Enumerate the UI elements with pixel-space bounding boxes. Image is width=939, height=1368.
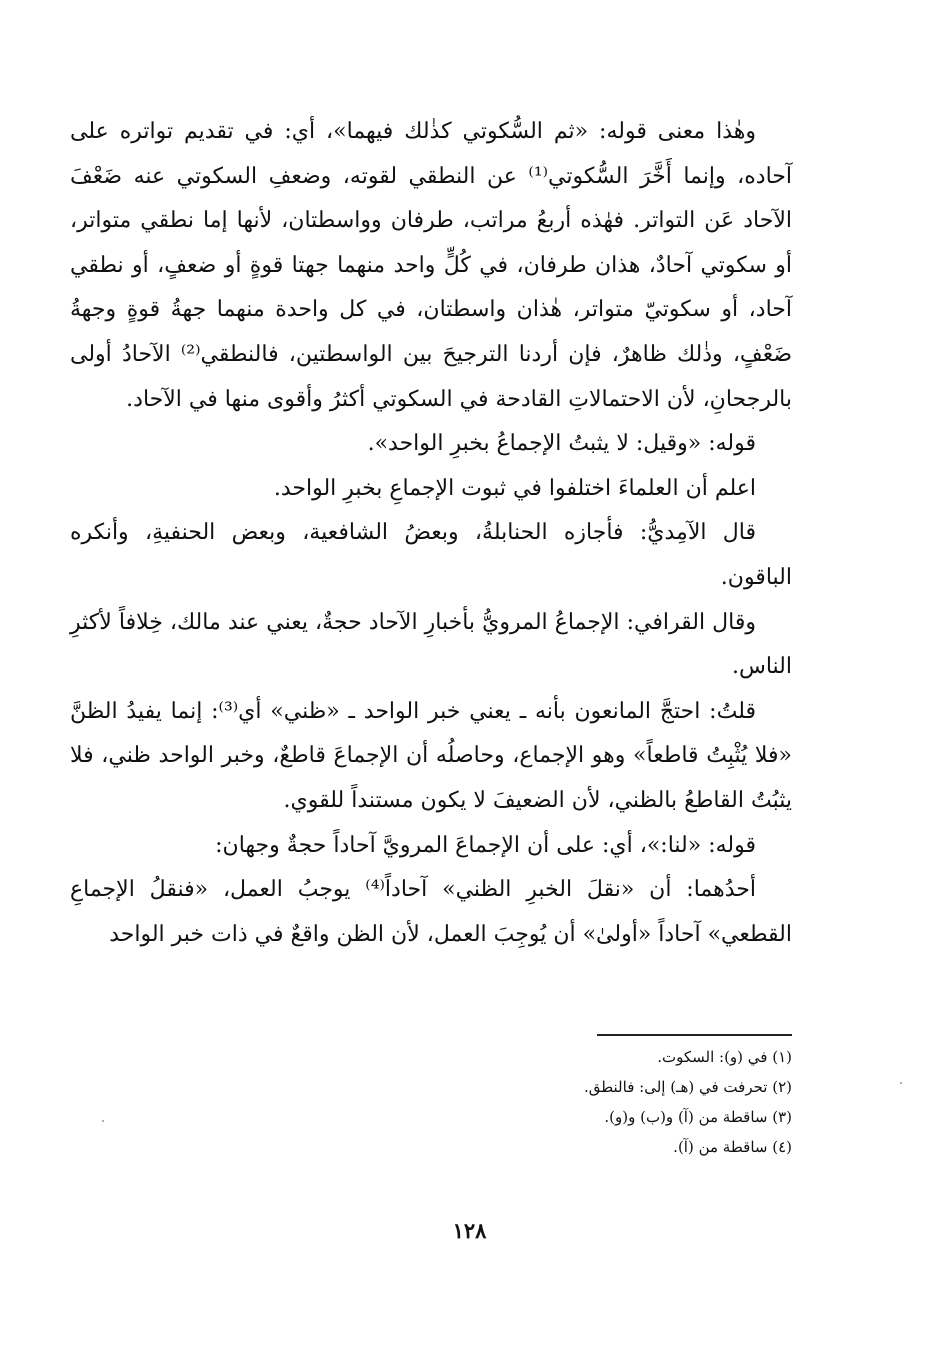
- footnote-2: (٢) تحرفت في (هـ) إلى: فالنطق.: [583, 1078, 792, 1096]
- paragraph-8: أحدُهما: أن «نقلَ الخبرِ الظني» آحاداً⁽⁴⁾ يوجبُ العمل، «فنقلُ الإجماعِ القطعي» آحاداً «أولىٰ» أن يُوجِبَ العمل، لأن الظن واقعٌ في ذات خبر الواحد: [70, 877, 792, 947]
- paragraph-1: وهٰذا معنى قوله: «ثم السُّكوتي كذٰلك فيهما»، أي: في تقديم تواتره على آحاده، وإنما أَخَّرَ السُّكوتي⁽¹⁾ عن النطقي لقوته، وضعفِ السكوتي عنه ضَعْفَ الآحاد عَن التواتر. فهٰذه أربعُ مراتب، طرفان وواسطتان، لأنها إما نطقي متواتر، أو سكوتي آحادٌ، هذان طرفان، في كُلٍّ واحد منهما جهتا قوةٍ أو ضعفٍ، أو نطقي آحاد، أو سكوتيّ متواتر، هٰذان واسطتان، في كل واحدة منهما جهةُ قوةٍ وجهةُ ضَعْفٍ، وذٰلك ظاهرٌ، فإن أردنا الترجيحَ بين الواسطتين، فالنطقي⁽²⁾ الآحادُ أولى بالرجحانِ، لأن الاحتمالاتِ القادحة في السكوتي أكثرُ وأقوى منها في الآحاد.: [70, 119, 792, 412]
- footnote-4: (٤) ساقطة من (آ).: [673, 1138, 792, 1156]
- paragraph-3: اعلم أن العلماءَ اختلفوا في ثبوت الإجماعِ بخبرِ الواحد.: [273, 475, 756, 501]
- paragraph-2: قوله: «وقيل: لا يثبتُ الإجماعُ بخبرِ الواحد».: [367, 431, 756, 457]
- scan-speck: [102, 1120, 104, 1122]
- paragraph-7: قوله: «لنا:»، أي: على أن الإجماعَ المرويَّ آحاداً حجةٌ وجهان:: [215, 832, 756, 858]
- page-body: [70, 110, 792, 957]
- footnote-divider: [597, 1034, 792, 1036]
- scan-speck: [900, 1082, 902, 1084]
- paragraph-4: قال الآمِديُّ: فأجازه الحنابلةُ، وبعضُ الشافعية، وبعض الحنفيةِ، وأنكره الباقون.: [70, 520, 792, 590]
- paragraph-5: وقال القرافي: الإجماعُ المرويُّ بأخبارِ الآحاد حجةٌ، يعني عند مالك، خِلافاً لأكثرِ الناس.: [70, 609, 792, 680]
- footnotes: [392, 1042, 792, 1162]
- paragraph-6: قلتُ: احتجَّ المانعون بأنه ـ يعني خبر الواحد ـ «ظني» أي⁽³⁾: إنما يفيدُ الظنَّ «فلا يُثْبِتُ قاطعاً» وهو الإجماع، وحاصلُه أن الإجماعَ قاطعٌ، وخبر الواحد ظني، فلا يثبُتُ القاطعُ بالظني، لأن الضعيفَ لا يكون مستنداً للقوي.: [70, 698, 792, 813]
- main-text: [70, 110, 792, 957]
- page-number: ١٢٨: [452, 1218, 487, 1243]
- footnote-3: (٣) ساقطة من (آ) و(ب) و(و).: [604, 1108, 792, 1126]
- footnote-1: (١) في (و): السكوت.: [657, 1048, 792, 1066]
